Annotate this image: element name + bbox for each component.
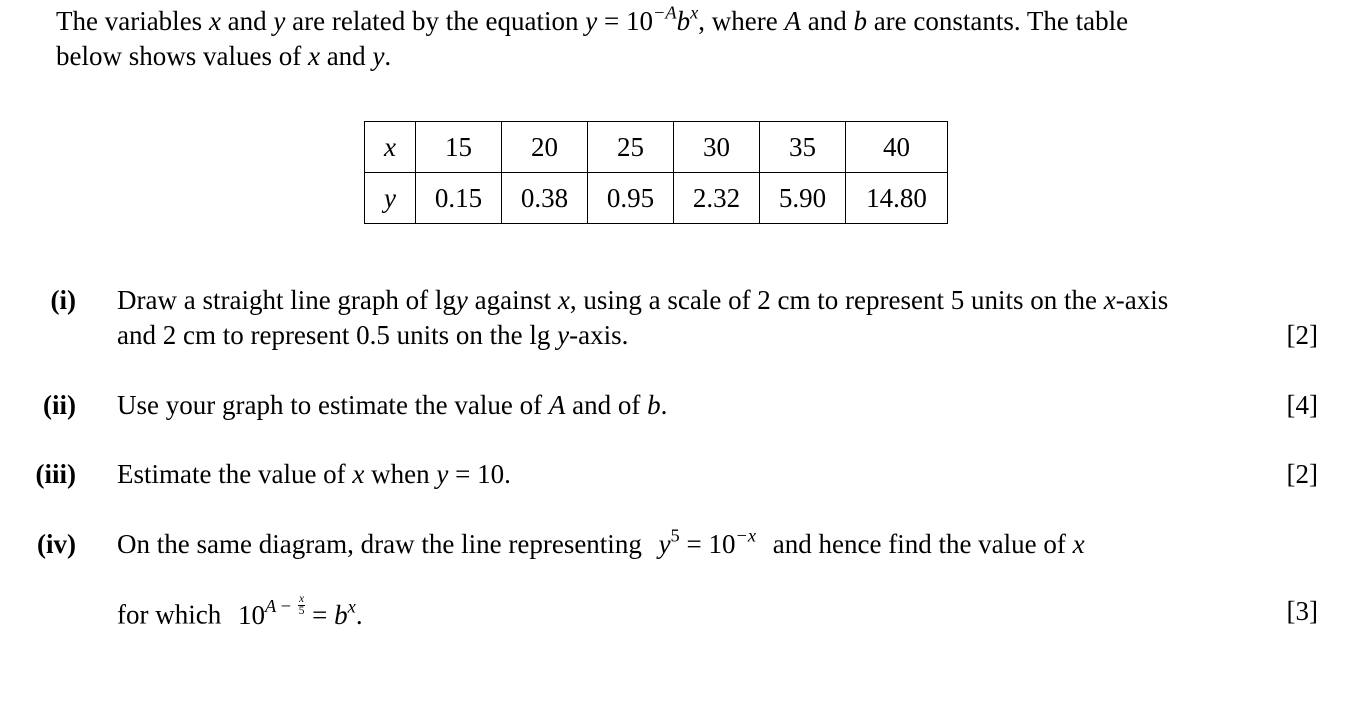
var-A: A [784, 6, 801, 36]
question-i-line-1: Draw a straight line graph of lgy against x, using a scale of 2 cm to represent 5 units on the x-axis [117, 285, 1169, 315]
table-cell: 35 [760, 122, 846, 173]
var-b: b [853, 6, 867, 36]
question-i-line-2: and 2 cm to represent 0.5 units on the lg y-axis. [2] [117, 318, 1318, 353]
mark-allocation: [2] [1286, 459, 1318, 489]
intro-line-2: below shows values of x and y. [56, 41, 392, 71]
table-cell: 20 [502, 122, 588, 173]
var-x: x [208, 6, 221, 36]
mark-allocation: [4] [1286, 390, 1318, 420]
intro-text: and [220, 6, 274, 36]
table-cell: 14.80 [846, 173, 948, 224]
question-number: (iv) [37, 529, 76, 559]
table-cell: 30 [674, 122, 760, 173]
table-cell: 0.38 [502, 173, 588, 224]
intro-text: and [800, 6, 854, 36]
table-row-x [365, 122, 948, 173]
question-number: (i) [50, 285, 76, 315]
question-page: The variables x and y are related by the equation $y = 10^{-A}b^x$, where A and b are constants. The table below shows values of x and y. x 15 20 25 30 35 40 y 0.15 0.38 0.95 2.32 5.90 14.80 (i) Draw a straight line graph of lgy against x, using a scale of 2 cm to represent 5 units on the x-axis and 2 cm to represent 0.5 units on the lg y-axis. [2] (ii) Use your graph to estimate the value of A and of b. [4] (iii) Estimate the value of x when y = 10. [2] (iv) On the same diagram, draw the line representing $y^5 = 10^{-x}$ and hence find the value of x for which $10^{A - \frac{x}{5}}$ = $b^x$. [3] [0, 0, 1358, 704]
table-cell: 0.95 [588, 173, 674, 224]
table-cell: 40 [846, 122, 948, 173]
table-cell: 15 [416, 122, 502, 173]
intro-paragraph [56, 4, 1318, 74]
table-cell: 2.32 [674, 173, 760, 224]
line-equation: $y^5 = 10^{-x}$ [658, 525, 757, 559]
table-cell: 0.15 [416, 173, 502, 224]
values-table [364, 121, 948, 224]
intro-text: are constants. The table [866, 6, 1129, 36]
question-iv-line-1: On the same diagram, draw the line representing $y^5 = 10^{-x}$ and hence find the value of x [117, 525, 1085, 559]
question-iv-line-2: for which $10^{A - \frac{x}{5}}$ = $b^x$. [3] [117, 594, 1318, 633]
table-cell: 25 [588, 122, 674, 173]
question-number: (ii) [43, 390, 76, 420]
intro-text: are related by the equation [285, 6, 586, 36]
mark-allocation: [2] [1286, 320, 1318, 350]
main-equation: $y = 10^{-A}b^x$ [585, 2, 699, 36]
question-number: (iii) [35, 459, 76, 489]
intro-line-1 [56, 4, 1318, 39]
intro-text: The variables [56, 6, 209, 36]
header-cell-x: x [365, 122, 416, 173]
fraction: $\frac{x}{5}$ [298, 593, 305, 618]
exponent-equation: $10^{A - \frac{x}{5}}$ = $b^x$. [237, 593, 363, 630]
header-cell-y: y [365, 173, 416, 224]
table-row-y [365, 173, 948, 224]
table-cell: 5.90 [760, 173, 846, 224]
intro-text: , where [698, 6, 785, 36]
var-y: y [273, 6, 286, 36]
mark-allocation: [3] [1286, 596, 1318, 626]
